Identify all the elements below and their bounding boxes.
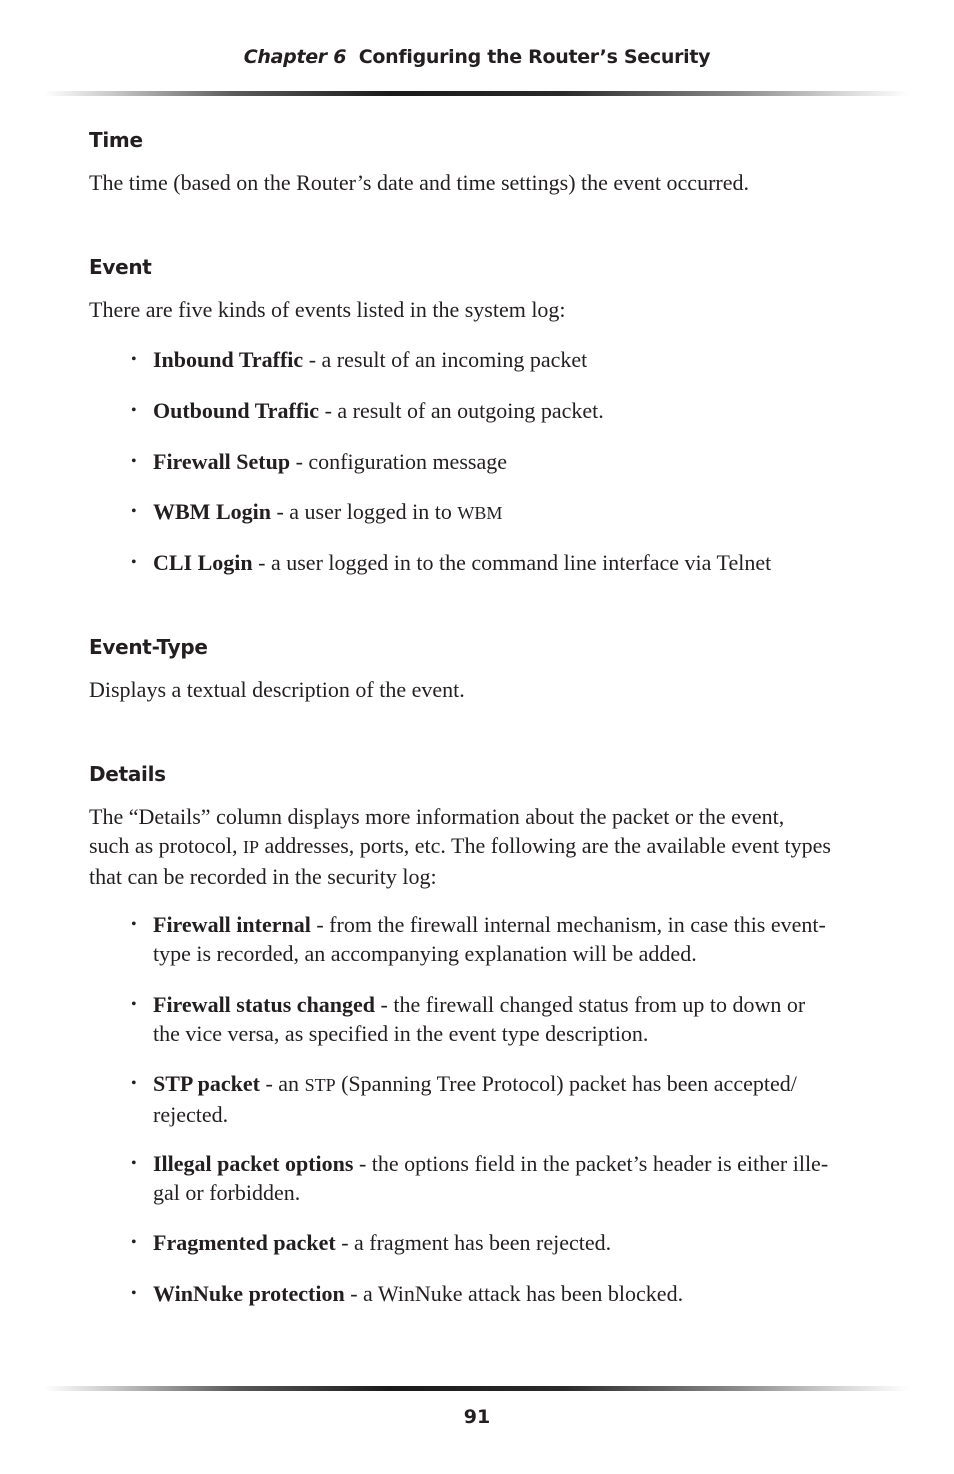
list-item: • Inbound Traffic - a result of an incoming packet [131,347,588,372]
list-item: • Illegal packet options - the options field in the packet’s header is either ille- gal or forbidden. [131,1151,829,1205]
heading-event-type: Event-Type [89,635,208,659]
list-item: • Firewall status changed - the firewall changed status from up to down or the vice versa, as specified in the event type description. [131,992,806,1046]
heading-details: Details [89,762,166,786]
list-item: • Fragmented packet - a fragment has been rejected. [131,1230,612,1255]
list-item: • CLI Login - a user logged in to the command line interface via Telnet [131,550,772,575]
list-item: • Firewall Setup - configuration message [131,449,507,474]
time-description: The time (based on the Router’s date and time settings) the event occurred. [89,170,749,195]
details-intro: The “Details” column displays more information about the packet or the event, such as protocol, IP addresses, ports, etc. The following are the available event types that can be recorded in the security log: [89,804,831,889]
header-rule [44,91,910,96]
event-intro: There are five kinds of events listed in the system log: [89,297,566,322]
heading-time: Time [89,128,143,152]
heading-event: Event [89,255,152,279]
list-item: • Outbound Traffic - a result of an outgoing packet. [131,398,604,423]
chapter-title: Configuring the Router’s Security [358,46,711,68]
footer-rule [44,1386,910,1391]
page-number: 91 [463,1406,491,1428]
list-item: • WinNuke protection - a WinNuke attack has been blocked. [131,1281,684,1306]
chapter-label: Chapter 6 [243,46,347,68]
list-item: • WBM Login - a user logged in to WBM [131,499,503,524]
list-item: • STP packet - an STP (Spanning Tree Protocol) packet has been accepted/ rejected. [131,1071,797,1127]
running-header [0,46,954,68]
list-item: • Firewall internal - from the firewall internal mechanism, in case this event- type is recorded, an accompanying explanation will be added. [131,912,826,966]
event-type-description: Displays a textual description of the event. [89,677,465,702]
